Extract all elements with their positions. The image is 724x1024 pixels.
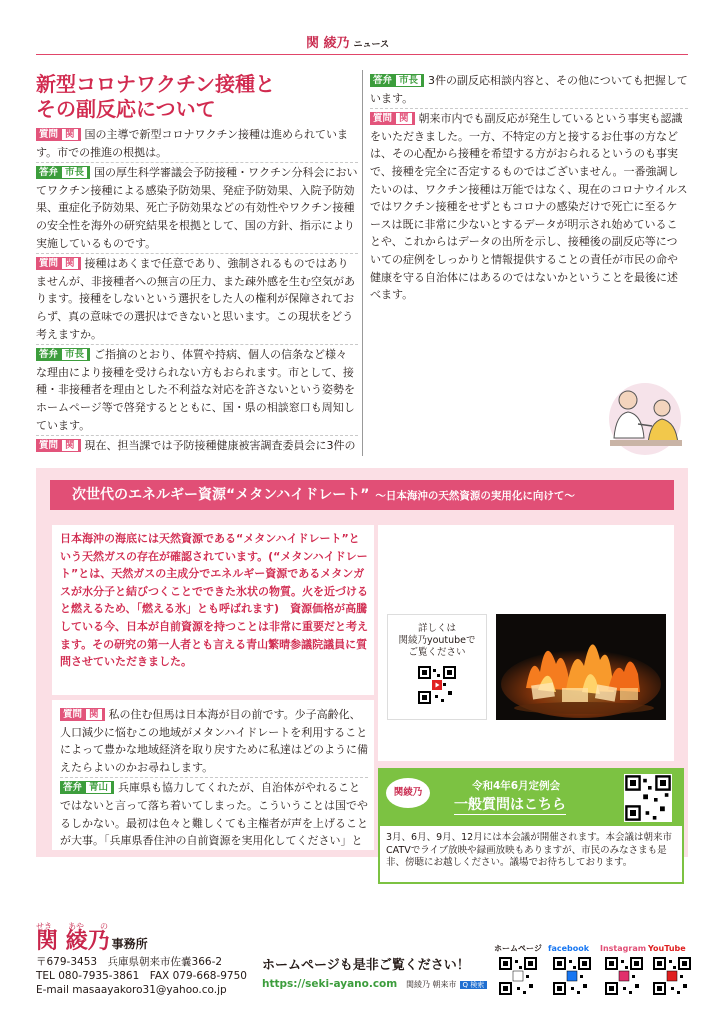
answer-tag: 答弁 市長 bbox=[370, 74, 424, 87]
footer-ruby: せき あや の bbox=[36, 922, 108, 931]
footer-url[interactable]: https://seki-ayano.com bbox=[262, 978, 398, 990]
general-qr-code-icon bbox=[624, 774, 672, 822]
fire-ice-image bbox=[496, 614, 666, 720]
footer-link-label-homepage: ホームページ bbox=[494, 944, 542, 953]
article2-question: 質問 関 私の住む但馬は日本海が目の前です。少子高齢化、人口減少に悩むこの地域がメタンハイドレートを利用することによって豊かな地域経済を取り戻すために私達はどのように備えたらよいのかお尋ねします。 bbox=[60, 708, 368, 774]
question-tag: 質問 関 bbox=[36, 128, 81, 141]
question-tag: 質問 関 bbox=[370, 112, 415, 125]
instagram-qr-icon[interactable] bbox=[604, 956, 644, 996]
general-badge: 関綾乃 bbox=[386, 778, 430, 808]
question-2: 質問 関 接種はあくまで任意であり、強制されるものではありませんが、非接種者への無言の圧力、また疎外感を生む空気があります。接種をしないという選択をした人の権利が保障されておらず、真の意味での選択はできないと思います。この現状をどう考えますか。 bbox=[36, 257, 355, 341]
general-session: 令和4年6月定例会 bbox=[472, 780, 561, 792]
burning-ice-photo bbox=[496, 614, 666, 720]
answer-tag: 答弁 市長 bbox=[36, 166, 90, 179]
article2-intro: 日本海沖の海底には天然資源である“メタンハイドレート”という天然ガスの存在が確認されています。(“メタンハイドレート”とは、天然ガスの主成分でエネルギー資源であるメタンガスが水分子と結びつくことでできた氷状の物質。火を近づけると燃えるため、「燃える氷」とも呼ばれます) 資源価格が高騰している今、日本が自前資源を持つことは非常に重要だと考えます。その研究の第一人者とも言える青山繁晴参議院議員に質問させていただきました。 bbox=[60, 532, 368, 669]
answer-tag: 答弁 青山 bbox=[60, 781, 114, 794]
youtube-qr-card[interactable]: 詳しくは 関綾乃youtubeで ご覧ください bbox=[387, 614, 487, 720]
footer-address: 〒679-3453 兵庫県朝来市佐嚢366-2 bbox=[36, 956, 223, 968]
footer-link-label-facebook: facebook bbox=[548, 944, 590, 953]
homepage-qr-icon[interactable] bbox=[498, 956, 538, 996]
answer-2: 答弁 市長 ご指摘のとおり、体質や持病、個人の信条など様々な理由により接種を受けられない方もおられます。市として、接種・非接種者を理由とした不利益な対応を許さないという姿勢をホームページ等で啓発するとともに、国・県の相談窓口も周知しています。 bbox=[36, 348, 355, 432]
article2-answer: 答弁 青山 兵庫県も協力してくれたが、自治体がやれることではないと言って落ち着いてしまった。こういうことは国でやるしかない。最初は色々と難しくても主権者が声を上げることが大事。「兵庫県香住沖の自前資源を実用化してください」と bbox=[60, 781, 368, 848]
column-divider bbox=[362, 70, 363, 456]
answer-3: 答弁 市長 3件の副反応相談内容と、その他についても把握しています。 bbox=[370, 74, 688, 105]
answer-tag: 答弁 市長 bbox=[36, 348, 90, 361]
header-name: 関 綾乃 bbox=[306, 36, 350, 51]
footer-link-label-instagram: Instagram bbox=[600, 944, 647, 953]
header-rule bbox=[36, 54, 688, 55]
footer-hp-message: ホームページも是非ご覧ください！ bbox=[262, 958, 470, 973]
general-question-box[interactable] bbox=[378, 768, 684, 884]
article1-left-column bbox=[36, 72, 358, 456]
header-label: ニュース bbox=[353, 40, 390, 50]
header-title bbox=[306, 32, 389, 51]
footer-name: 関 綾乃 事務所 bbox=[36, 929, 148, 954]
question-tag: 質問 関 bbox=[36, 257, 81, 270]
vaccination-illustration-icon bbox=[604, 374, 686, 456]
footer-search-box[interactable]: 関綾乃 朝来市 Q 検索 bbox=[406, 978, 487, 992]
footer-link-label-youtube: YouTube bbox=[648, 944, 686, 953]
question-3: 質問 関 現在、担当課では予防接種健康被害調査委員会に3件の bbox=[36, 437, 358, 456]
youtube-qr-code-icon bbox=[417, 665, 457, 705]
footer-tel: TEL 080-7935-3861 FAX 079-668-9750 bbox=[36, 970, 247, 982]
youtube-qr-icon[interactable] bbox=[652, 956, 692, 996]
search-icon: Q 検索 bbox=[460, 981, 488, 989]
question-tag: 質問 関 bbox=[60, 708, 105, 721]
article2-title-bar: 次世代のエネルギー資源“メタンハイドレート” 〜日本海沖の天然資源の実用化に向けて〜 bbox=[50, 480, 674, 510]
answer-1: 答弁 市長 国の厚生科学審議会予防接種・ワクチン分科会においてワクチン接種による感染予防効果、発症予防効果、入院予防効果、重症化予防効果、死亡予防効果などの有効性やワクチン接種の安全性を海外の研究結果を根拠として、国の方針、指示により実施しているものです。 bbox=[36, 166, 358, 250]
article2-qa bbox=[60, 706, 368, 852]
general-body: 3月、6月、9月、12月には本会議が開催されます。本会議は朝来市CATVでライブ放映や録画放映もありますが、市民のみなさまも是非、傍聴にお越しください。議場でお待ちしております。 bbox=[386, 832, 672, 868]
footer-email[interactable]: E-mail masaayakoro31@yahoo.co.jp bbox=[36, 984, 227, 996]
question-4: 質問 関 朝来市内でも副反応が発生しているという事実も認識をいただきました。一方、不特定の方と接するお仕事の方などは、その心配から接種を希望する方がおられるというのも事実で、接種を完全に否定するものではございません。一番強調したいのは、ワクチン接種は万能ではなく、現在のコロナウイルスではワクチン接種をせずともコロナの感染だけで死亡に至るケースは既に非常に少ないとするデータが明示され始めていることや、これからはデータの出所を示し、接種後の副反応等についての症例をしっかりと情報提供することの責任が市民の命や健康を守る自治体にはあるのではないかということを最後に述べます。 bbox=[370, 112, 688, 302]
question-1: 質問 関 国の主導で新型コロナワクチン接種は進められています。市での推進の根拠は。 bbox=[36, 128, 348, 159]
facebook-qr-icon[interactable] bbox=[552, 956, 592, 996]
article1-title: 新型コロナワクチン接種と その副反応について bbox=[36, 72, 275, 121]
question-tag: 質問 関 bbox=[36, 439, 81, 452]
general-headline: 一般質問はこちら bbox=[454, 794, 566, 815]
